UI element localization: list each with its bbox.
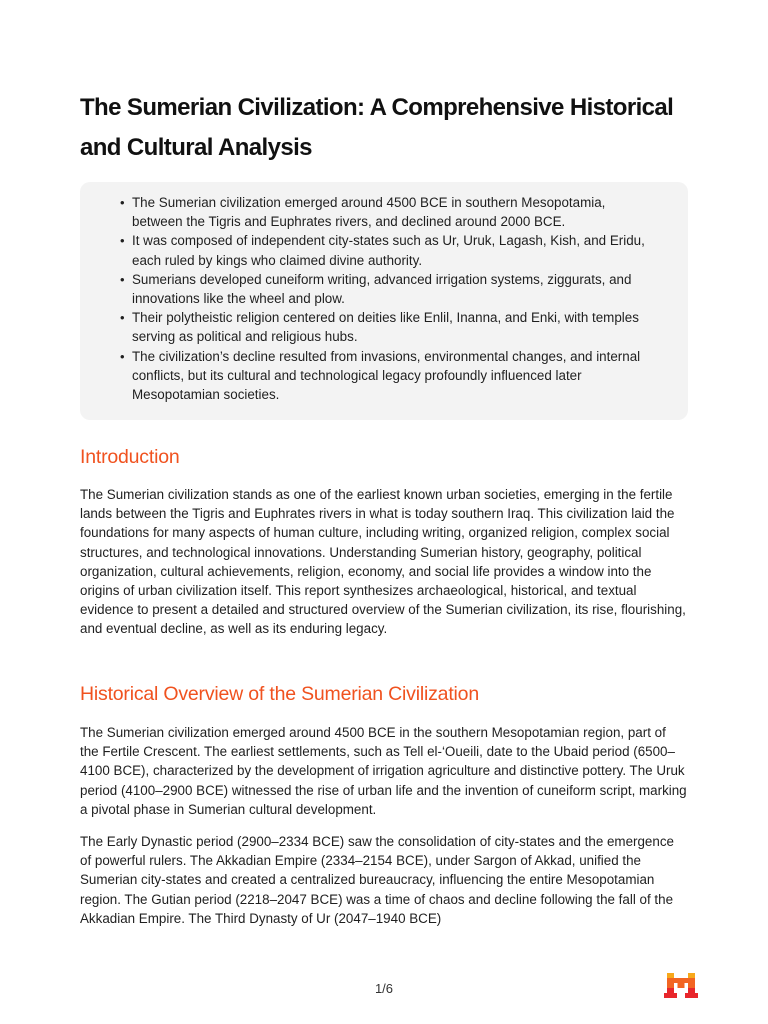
summary-item: • The Sumerian civilization emerged around 4500 BCE in southern Mesopotamia, between the Tigris and Euphrates rivers, and declined around 2000 BCE. (120, 193, 658, 231)
document-title: The Sumerian Civilization: A Comprehensive Historical and Cultural Analysis (80, 94, 674, 161)
summary-item: • The civilization’s decline resulted from invasions, environmental changes, and internal conflicts, but its cultural and technological legacy profoundly influenced later Mesopotamian societies. (120, 347, 658, 405)
mistral-logo-icon (664, 973, 698, 999)
section-heading-historical-overview: Historical Overview of the Sumerian Civilization (80, 683, 479, 705)
historical-overview-paragraph-1: The Sumerian civilization emerged around 4500 BCE in the southern Mesopotamian region, part of the Fertile Crescent. The earliest settlements, such as Tell el-‘Oueili, date to the Ubaid period (6500–4100 BCE), characterized by the development of irrigation agriculture and distinctive pottery. The Uruk period (4100–2900 BCE) witnessed the rise of urban life and the invention of cuneiform script, marking a pivotal phase in Sumerian cultural development. (80, 725, 687, 817)
historical-overview-paragraph-2: The Early Dynastic period (2900–2334 BCE) saw the consolidation of city-states and the emergence of powerful rulers. The Akkadian Empire (2334–2154 BCE), under Sargon of Akkad, unified the Sumerian city-states and created a centralized bureaucracy, influencing the entire Mesopotamian region. The Gutian period (2218–2047 BCE) was a time of chaos and decline following the fall of the Akkadian Empire. The Third Dynasty of Ur (2047–1940 BCE) (80, 834, 674, 926)
summary-item: • It was composed of independent city-states such as Ur, Uruk, Lagash, Kish, and Eridu, each ruled by kings who claimed divine authority. (120, 231, 658, 269)
summary-item: • Sumerians developed cuneiform writing, advanced irrigation systems, ziggurats, and innovations like the wheel and plow. (120, 270, 658, 308)
introduction-paragraph: The Sumerian civilization stands as one of the earliest known urban societies, emerging in the fertile lands between the Tigris and Euphrates rivers in what is today southern Iraq. This civilization laid the foundations for many aspects of human culture, including writing, organized religion, complex social structures, and technological innovations. Understanding Sumerian history, geography, political organization, cultural achievements, religion, economy, and social life provides a window into the origins of urban civilization itself. This report synthesizes archaeological, historical, and textual evidence to present a detailed and structured overview of the Sumerian civilization, its rise, flourishing, and eventual decline, as well as its enduring legacy. (80, 487, 686, 637)
page-number: 1/6 (374, 981, 394, 996)
summary-item: • Their polytheistic religion centered on deities like Enlil, Inanna, and Enki, with temples serving as political and religious hubs. (120, 308, 658, 346)
summary-box (80, 182, 688, 420)
summary-list (120, 193, 658, 404)
section-heading-introduction: Introduction (80, 446, 180, 468)
